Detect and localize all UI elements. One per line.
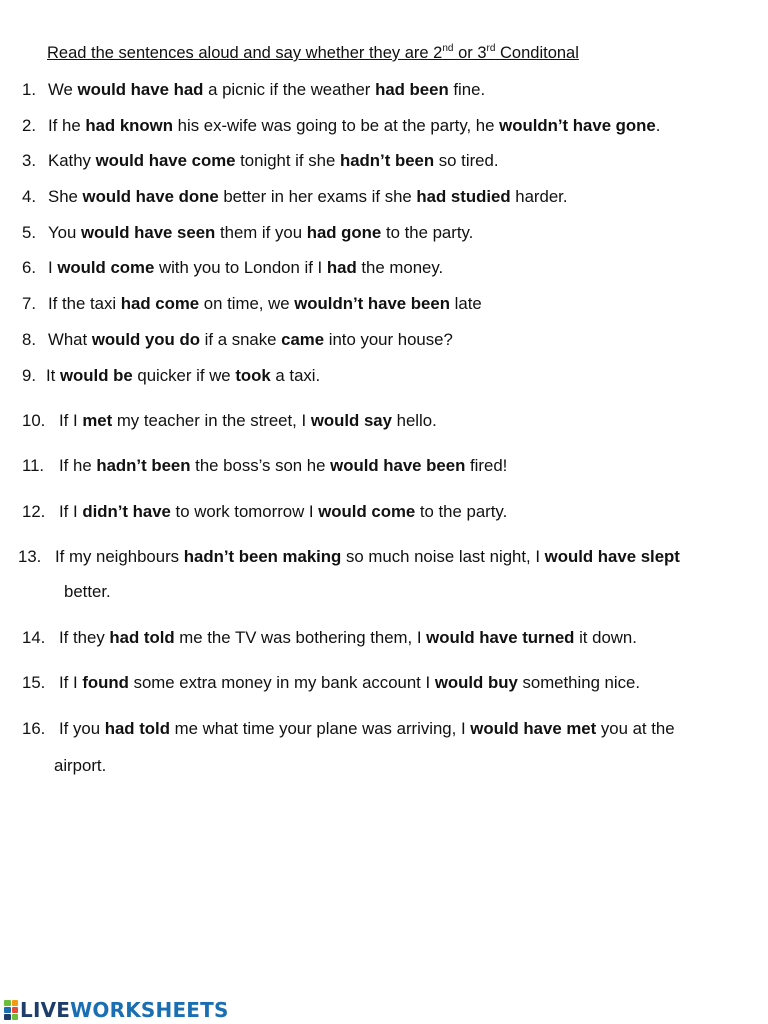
sentence-text: you at the [596,719,675,738]
sentence-text: . [655,116,661,135]
sentence-line [59,628,637,648]
verb-phrase: came [281,330,325,349]
sentence-text: to the party. [415,502,508,521]
instructions-sup-1: nd [442,43,454,54]
sentence-text: to the party. [381,223,474,242]
sentence-number: 3. [22,151,36,170]
sentence-line [48,151,498,171]
verb-phrase: would be [60,366,133,385]
sentence-number: 1. [22,80,36,99]
sentence-text: better in her exams if she [218,187,417,206]
sentence-continuation: better. [64,582,111,601]
sentence-number: 6. [22,258,36,277]
sentence-number: 5. [22,223,36,242]
sentence-text: a taxi. [270,366,321,385]
sentence-text: me the TV was bothering them, I [174,628,427,647]
verb-phrase: had told [104,719,170,738]
sentence-line [48,116,660,136]
instructions-text-1: Read the sentences aloud and say whether they are 2 [47,44,443,62]
verb-phrase: would come [318,502,416,521]
sentence-text: something nice. [517,673,641,692]
verb-phrase: wouldn’t have been [294,294,450,313]
sentence-text: me what time your plane was arriving, I [169,719,471,738]
sentence-line [59,502,507,522]
sentence-text: harder. [510,187,568,206]
sentence-text: You [48,223,81,242]
sentence-line [59,673,640,693]
sentence-text: fired! [465,456,508,475]
verb-phrase: hadn’t been [96,456,191,475]
sentence-text: She [48,187,83,206]
sentence-text: If he [59,456,97,475]
sentence-text: If he [48,116,86,135]
verb-phrase: had gone [306,223,382,242]
instructions-sup-2: rd [486,43,496,54]
sentence-number: 14. [22,628,46,647]
sentence-number: 7. [22,294,36,313]
sentence-text: into your house? [324,330,453,349]
sentence-line [48,80,485,100]
verb-phrase: would have turned [426,628,575,647]
sentence-number: 12. [22,502,46,521]
verb-phrase: would have had [77,80,204,99]
sentence-text: It [46,366,60,385]
verb-phrase: would have done [82,187,219,206]
verb-phrase: had known [85,116,173,135]
worksheet-instructions [47,44,579,63]
verb-phrase: would have slept [544,547,680,566]
verb-phrase: would say [310,411,392,430]
sentence-line [48,294,482,314]
sentence-text: Kathy [48,151,96,170]
sentence-number: 15. [22,673,46,692]
sentence-text: If the taxi [48,294,121,313]
verb-phrase: hadn’t been making [183,547,342,566]
sentence-number: 11. [22,456,45,475]
verb-phrase: had told [109,628,175,647]
sentence-line [46,366,320,386]
sentence-text: late [449,294,482,313]
sentence-number: 2. [22,116,36,135]
sentence-text: if a snake [199,330,282,349]
liveworksheets-logo [4,998,229,1022]
sentence-text: some extra money in my bank account I [128,673,435,692]
sentence-line [48,187,568,207]
sentence-text: my teacher in the street, I [112,411,311,430]
logo-text-live: LIVE [20,998,71,1022]
sentence-text: If I [59,411,83,430]
sentence-text: quicker if we [132,366,236,385]
sentence-line [59,411,437,431]
verb-phrase: had [326,258,357,277]
sentence-text: so much noise last night, I [341,547,545,566]
sentence-text: hello. [391,411,437,430]
sentence-text: so tired. [434,151,499,170]
sentence-number: 4. [22,187,36,206]
verb-phrase: found [82,673,129,692]
logo-text [20,998,229,1022]
sentence-text: If I [59,673,83,692]
sentence-text: tonight if she [235,151,340,170]
sentence-number: 8. [22,330,36,349]
sentence-line [48,258,443,278]
sentence-line [55,547,680,567]
sentence-text: If they [59,628,110,647]
instructions-text-3: Conditonal [495,44,579,62]
sentence-text: his ex-wife was going to be at the party, he [172,116,500,135]
sentence-text: We [48,80,78,99]
sentence-text: If my neighbours [55,547,184,566]
sentence-number: 13. [18,547,42,566]
verb-phrase: hadn’t been [339,151,435,170]
verb-phrase: would come [57,258,155,277]
sentence-line [48,223,473,243]
sentence-text: a picnic if the weather [203,80,376,99]
verb-phrase: would have met [470,719,597,738]
sentence-text: If I [59,502,83,521]
verb-phrase: took [235,366,271,385]
sentence-text: the boss’s son he [190,456,331,475]
verb-phrase: wouldn’t have gone [499,116,656,135]
verb-phrase: would you do [91,330,200,349]
verb-phrase: had studied [416,187,511,206]
sentence-text: them if you [215,223,307,242]
verb-phrase: would buy [434,673,518,692]
sentence-number: 9. [22,366,36,385]
verb-phrase: would have seen [80,223,216,242]
verb-phrase: would have come [95,151,236,170]
sentence-text: I [48,258,58,277]
sentence-text: on time, we [199,294,295,313]
sentence-text: fine. [448,80,486,99]
verb-phrase: had been [375,80,449,99]
verb-phrase: met [82,411,113,430]
sentence-line [59,456,507,476]
sentence-number: 10. [22,411,46,430]
sentence-continuation: airport. [54,756,107,775]
logo-text-worksheets: WORKSHEETS [70,998,229,1022]
sentence-number: 16. [22,719,46,738]
sentence-text: If you [59,719,105,738]
logo-mark-icon [4,1000,18,1020]
sentence-text: the money. [356,258,444,277]
sentence-text: it down. [574,628,637,647]
sentence-line [59,719,675,739]
sentence-text: What [48,330,92,349]
verb-phrase: had come [120,294,200,313]
verb-phrase: would have been [330,456,466,475]
sentence-text: with you to London if I [154,258,327,277]
instructions-text-2: or 3 [453,44,487,62]
sentence-line [48,330,453,350]
verb-phrase: didn’t have [82,502,171,521]
sentence-text: to work tomorrow I [170,502,319,521]
